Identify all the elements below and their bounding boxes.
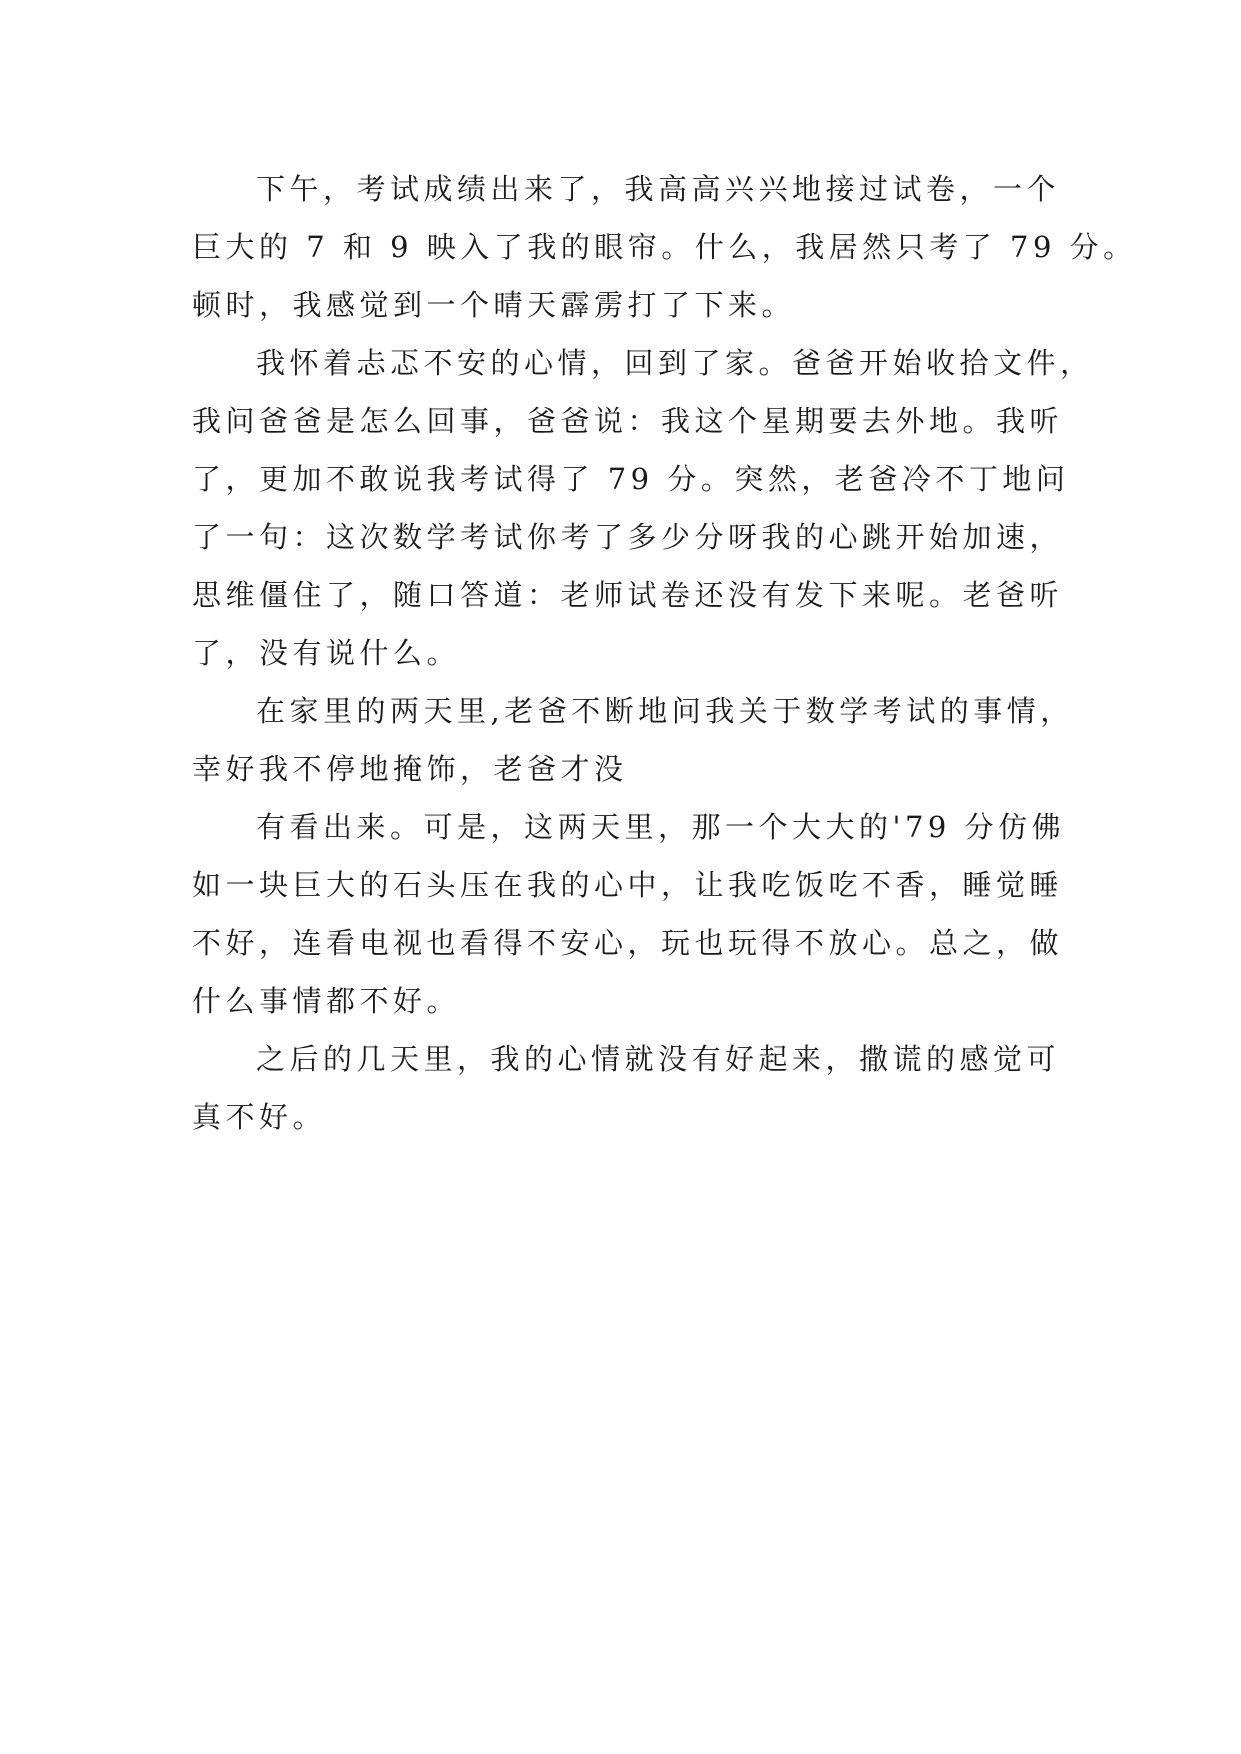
paragraph-line: 我问爸爸是怎么回事，爸爸说：我这个星期要去外地。我听	[192, 404, 1064, 438]
paragraph-line: 不好，连看电视也看得不安心，玩也玩得不放心。总之，做	[192, 926, 1064, 960]
paragraph-line: 我怀着忐忑不安的心情，回到了家。爸爸开始收拾文件，	[256, 346, 1094, 380]
paragraph-line: 之后的几天里，我的心情就没有好起来，撒谎的感觉可	[256, 1042, 1061, 1076]
paragraph-2	[192, 334, 1094, 682]
paragraph-line: 在家里的两天里,老爸不断地问我关于数学考试的事情，	[256, 694, 1074, 728]
paragraph-line: 思维僵住了，随口答道：老师试卷还没有发下来呢。老爸听	[192, 578, 1064, 612]
paragraph-line: 幸好我不停地掩饰，老爸才没	[192, 752, 628, 786]
paragraph-line: 了，更加不敢说我考试得了 79 分。突然，老爸冷不丁地问	[192, 462, 1070, 496]
paragraph-1	[192, 160, 1137, 334]
paragraph-line: 如一块巨大的石头压在我的心中，让我吃饭吃不香，睡觉睡	[192, 868, 1064, 902]
paragraph-line: 顿时，我感觉到一个晴天霹雳打了下来。	[192, 288, 796, 322]
paragraph-5	[192, 1030, 1072, 1146]
paragraph-line: 下午，考试成绩出来了，我高高兴兴地接过试卷，一个	[256, 172, 1061, 206]
paragraph-line: 了一句：这次数学考试你考了多少分呀我的心跳开始加速，	[192, 520, 1064, 554]
paragraph-line: 有看出来。可是，这两天里，那一个大大的'79 分仿佛	[256, 810, 1066, 844]
paragraph-line: 什么事情都不好。	[192, 984, 461, 1018]
document-body	[192, 160, 1137, 1146]
paragraph-line: 了，没有说什么。	[192, 636, 461, 670]
paragraph-line: 真不好。	[192, 1100, 327, 1134]
paragraph-line: 巨大的 7 和 9 映入了我的眼帘。什么，我居然只考了 79 分。	[192, 230, 1137, 264]
paragraph-3	[192, 682, 1072, 798]
paragraph-4	[192, 798, 1072, 1030]
